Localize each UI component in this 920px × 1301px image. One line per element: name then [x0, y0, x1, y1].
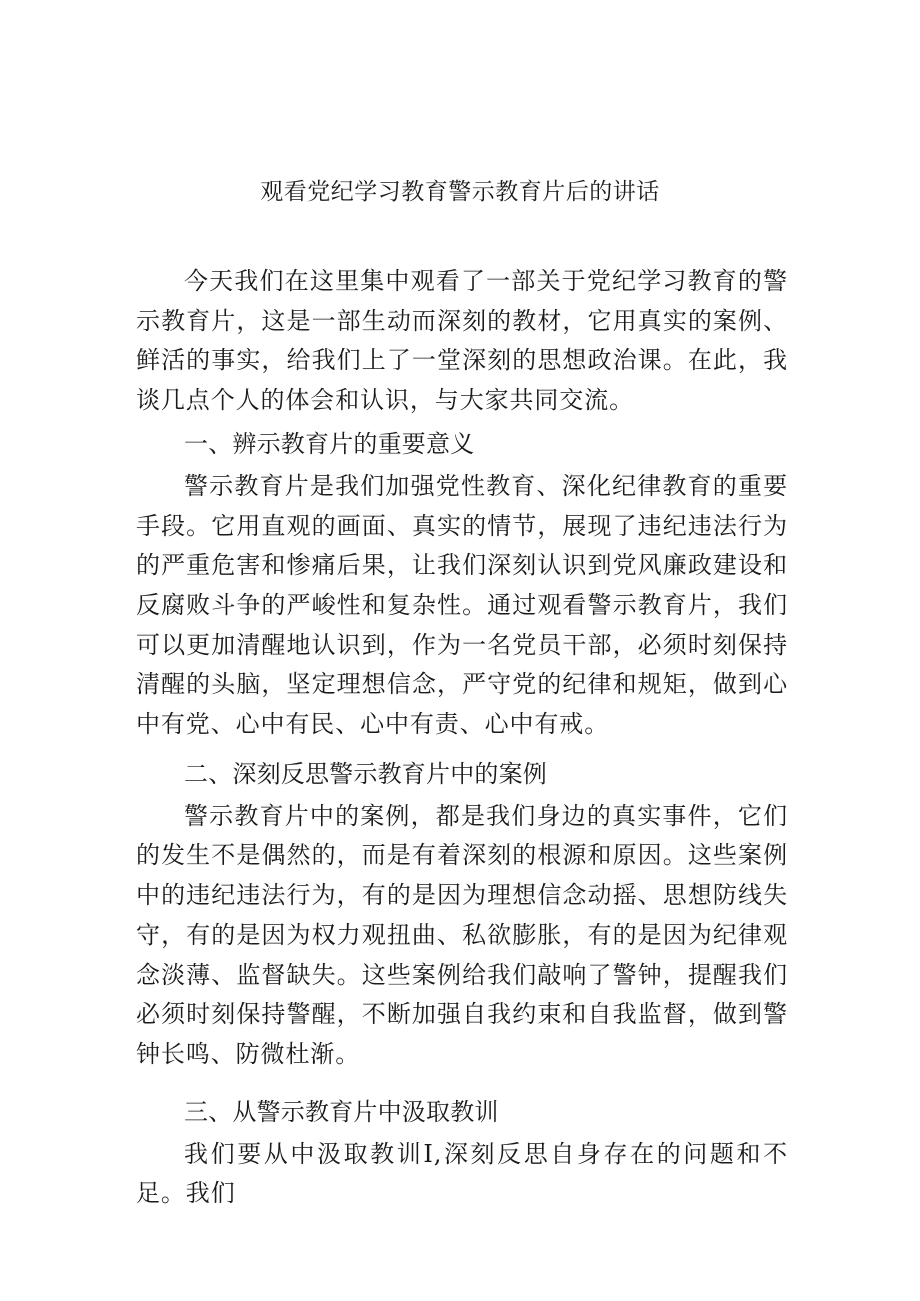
document-body: [136, 262, 788, 1214]
section-paragraph-1: 警示教育片是我们加强党性教育、深化纪律教育的重要手段。它用直观的画面、真实的情节，展现了违纪违法行为的严重危害和惨痛后果，让我们深刻认识到党风廉政建设和反腐败斗争的严峻性和复杂性。通过观看警示教育片，我们可以更加清醒地认识到，作为一名党员干部，必须时刻保持清醒的头脑，坚定理想信念，严守党的纪律和规矩，做到心中有党、心中有民、心中有责、心中有戒。: [136, 471, 788, 739]
section-heading-1: 一、辨示教育片的重要意义: [184, 429, 475, 458]
section-paragraph-3: 我们要从中汲取教训I,深刻反思自身存在的问题和不足。我们: [136, 1139, 788, 1208]
document-title: 观看党纪学习教育警示教育片后的讲话: [260, 179, 660, 205]
intro-paragraph: 今天我们在这里集中观看了一部关于党纪学习教育的警示教育片，这是一部生动而深刻的教材，它用真实的案例、鲜活的事实，给我们上了一堂深刻的思想政治课。在此，我谈几点个人的体会和认识，与大家共同交流。: [136, 267, 788, 415]
section-heading-3: 三、从警示教育片中汲取教训: [184, 1097, 499, 1126]
section-heading-2: 二、深刻反思警示教育片中的案例: [184, 759, 547, 788]
section-paragraph-2: 警示教育片中的案例，都是我们身边的真实事件，它们的发生不是偶然的，而是有着深刻的根源和原因。这些案例中的违纪违法行为，有的是因为理想信念动摇、思想防线失守，有的是因为权力观扭曲、私欲膨胀，有的是因为纪律观念淡薄、监督缺失。这些案例给我们敲响了警钟，提醒我们必须时刻保持警醒，不断加强自我约束和自我监督，做到警钟长鸣、防微杜渐。: [136, 801, 788, 1068]
